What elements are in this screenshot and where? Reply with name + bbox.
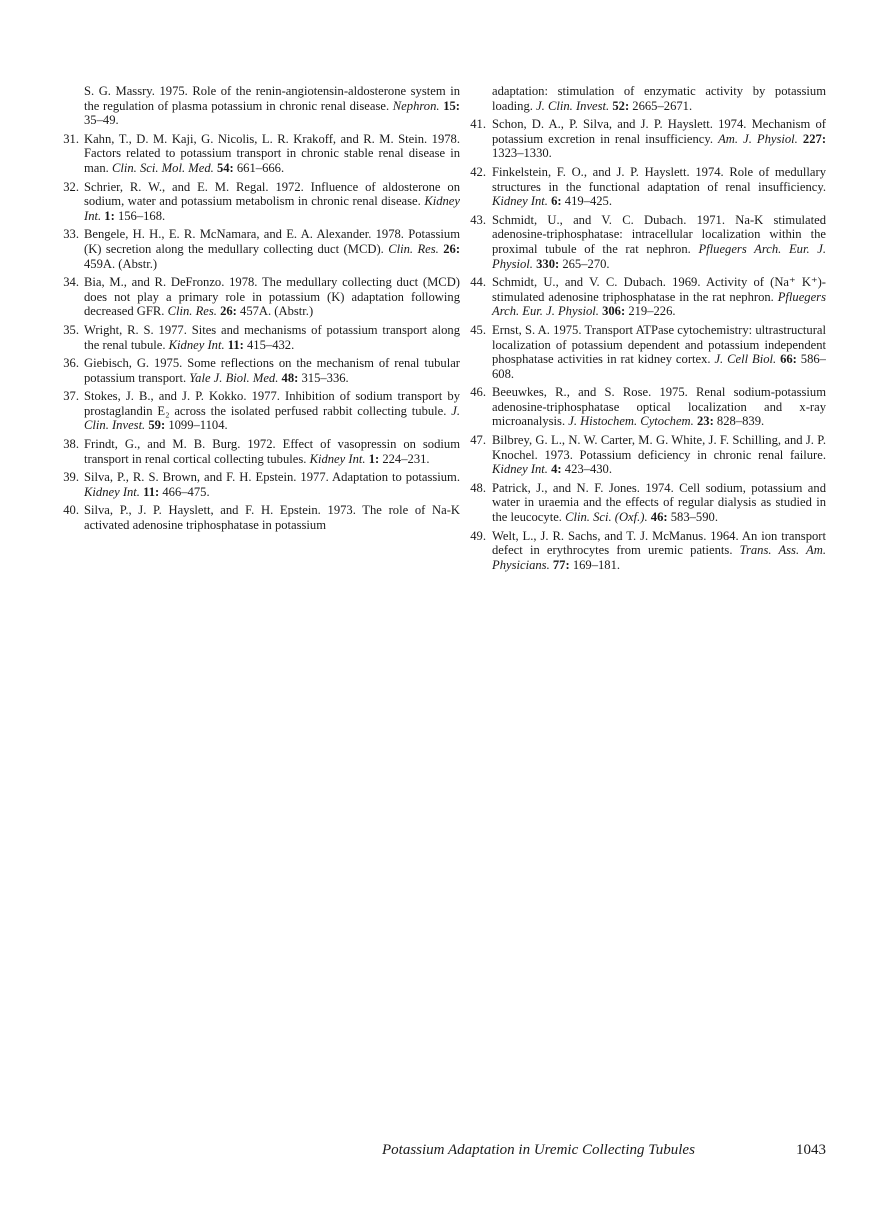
reference-number: 43. [470, 212, 486, 227]
reference-text: Beeuwkes, R., and S. Rose. 1975. Renal sodium-potassium adenosine-triphosphatase optical localization and x-ray microanalysis. [492, 385, 826, 429]
reference-text: 2665–2671. [629, 98, 693, 113]
reference-entry [472, 529, 826, 573]
journal-name: Clin. Res. [167, 304, 217, 319]
reference-text: Wright, R. S. 1977. Sites and mechanisms of potassium transport along the renal tubule. [84, 322, 460, 352]
journal-name: J. Clin. Invest. [536, 98, 610, 113]
reference-text: 661–666. [233, 160, 285, 175]
journal-name: J. Cell Biol. [714, 352, 777, 367]
journal-name: Clin. Res. [388, 241, 439, 256]
journal-name: Kidney Int. [84, 194, 460, 223]
reference-text: Welt, L., J. R. Sachs, and T. J. McManus. 1964. An ion transport defect in erythrocytes from uremic patients. [492, 528, 826, 558]
page-number: 1043 [796, 1142, 826, 1158]
reference-number: 33. [63, 227, 79, 242]
volume-number: 1: [368, 451, 380, 466]
journal-name: Kidney Int. [168, 337, 225, 352]
reference-text: 169–181. [569, 557, 621, 572]
volume-number: 11: [227, 337, 244, 352]
references-left-column [64, 84, 460, 537]
reference-text: 415–432. [243, 337, 295, 352]
reference-number: 37. [63, 389, 79, 404]
volume-number: 46: [650, 510, 668, 525]
reference-text: 466–475. [159, 484, 210, 499]
journal-name: Nephron. [392, 98, 440, 113]
reference-entry [472, 385, 826, 429]
volume-number: 52: [612, 98, 630, 113]
journal-name: Pfluegers Arch. Eur. J. Physiol. [492, 289, 826, 319]
reference-entry [472, 433, 826, 477]
reference-number: 31. [63, 131, 79, 146]
volume-number: 54: [216, 160, 234, 175]
reference-number: 36. [63, 356, 79, 371]
reference-text: Silva, P., R. S. Brown, and F. H. Epstein. 1977. Adaptation to potassium. [84, 470, 460, 485]
reference-text: Stokes, J. B., and J. P. Kokko. 1977. Inhibition of sodium transport by prostaglandin E₂ across the isolated perfused rabbit collecting tubule. [84, 389, 460, 418]
volume-number: 11: [143, 484, 160, 499]
reference-text: Silva, P., J. P. Hayslett, and F. H. Epstein. 1973. The role of Na-K activated adenosine triphosphatase in potassium [84, 503, 460, 533]
volume-number: 306: [602, 304, 626, 319]
reference-text: Bengele, H. H., E. R. McNamara, and E. A. Alexander. 1978. Potassium (K) secretion along the medullary collecting duct (MCD). [84, 227, 460, 256]
reference-entry [64, 227, 460, 271]
reference-text: Schrier, R. W., and E. M. Regal. 1972. Influence of aldosterone on sodium, water and potassium metabolism in chronic renal disease. [84, 179, 460, 209]
reference-text: Frindt, G., and M. B. Burg. 1972. Effect of vasopressin on sodium transport in renal cortical collecting tubules. [84, 437, 460, 466]
reference-number: 39. [63, 470, 79, 485]
volume-number: 66: [780, 352, 797, 367]
reference-number: 42. [470, 164, 486, 179]
reference-number: 48. [470, 480, 486, 495]
journal-name: Kidney Int. [492, 462, 548, 477]
volume-number: 227: [802, 131, 827, 146]
reference-text: 224–231. [379, 451, 430, 466]
reference-entry [472, 481, 826, 525]
reference-entry [472, 323, 826, 381]
journal-name: J. Histochem. Cytochem. [568, 414, 694, 429]
reference-number: 40. [63, 503, 79, 518]
journal-name: Clin. Sci. Mol. Med. [111, 160, 214, 175]
reference-text: 419–425. [561, 194, 612, 209]
reference-entry [64, 356, 460, 385]
reference-entry [472, 213, 826, 271]
reference-entry [472, 275, 826, 319]
reference-text: Ernst, S. A. 1975. Transport ATPase cytochemistry: ultrastructural localization of potassium dependent and potassium independent phosphatase activities in rat kidney cortex. [492, 322, 826, 367]
reference-text: Patrick, J., and N. F. Jones. 1974. Cell sodium, potassium and water in uraemia and the effects of regular dialysis as studied in the leucocyte. [492, 480, 826, 525]
volume-number: 59: [148, 418, 166, 433]
reference-number: 35. [63, 322, 79, 337]
reference-text: 457A. (Abstr.) [236, 304, 314, 319]
reference-text: 315–336. [298, 370, 349, 385]
reference-text: 156–168. [114, 208, 166, 223]
reference-text: 586–608. [492, 352, 826, 381]
reference-text: Schmidt, U., and V. C. Dubach. 1969. Activity of (Na⁺ K⁺)-stimulated adenosine triphosphatase in the rat nephron. [492, 275, 826, 304]
reference-text: 219–226. [625, 304, 676, 319]
volume-number: 15: [443, 98, 460, 113]
reference-number: 38. [63, 437, 79, 452]
reference-entry [64, 180, 460, 224]
reference-number: 41. [470, 117, 486, 132]
reference-text: 423–430. [561, 462, 612, 477]
journal-name: Kidney Int. [84, 484, 140, 499]
reference-entry [64, 132, 460, 176]
volume-number: 26: [220, 304, 237, 319]
reference-text: adaptation: stimulation of enzymatic activity by potassium loading. [492, 84, 826, 113]
reference-text: 828–839. [713, 414, 765, 429]
reference-entry [472, 165, 826, 209]
reference-number: 34. [63, 275, 79, 290]
volume-number: 330: [536, 256, 560, 271]
reference-text: Bilbrey, G. L., N. W. Carter, M. G. White, J. F. Schilling, and J. P. Knochel. 1973. Potassium deficiency in chronic renal failure. [492, 433, 826, 462]
reference-number: 49. [470, 528, 486, 543]
reference-text: 1099–1104. [165, 418, 228, 433]
journal-name: Am. J. Physiol. [718, 131, 798, 146]
reference-text: 265–270. [559, 256, 610, 271]
journal-name: Pfluegers Arch. Eur. J. Physiol. [492, 241, 826, 271]
journal-name: Yale J. Biol. Med. [189, 370, 279, 385]
reference-number: 47. [470, 433, 486, 448]
reference-entry [64, 470, 460, 499]
running-title: Potassium Adaptation in Uremic Collecting Tubules [382, 1142, 695, 1158]
reference-text: Giebisch, G. 1975. Some reflections on the mechanism of renal tubular potassium transport. [84, 356, 460, 385]
reference-entry [64, 503, 460, 532]
journal-name: Trans. Ass. Am. Physicians. [492, 543, 826, 572]
reference-entry [64, 437, 460, 466]
volume-number: 48: [281, 370, 299, 385]
volume-number: 4: [551, 462, 562, 477]
reference-entry [64, 323, 460, 352]
volume-number: 1: [104, 208, 115, 223]
reference-text: S. G. Massry. 1975. Role of the renin-angiotensin-aldosterone system in the regulation of plasma potassium in chronic renal disease. [84, 84, 460, 113]
volume-number: 77: [552, 557, 570, 572]
volume-number: 6: [551, 194, 562, 209]
journal-name: J. Clin. Invest. [84, 403, 460, 433]
reference-text: Bia, M., and R. DeFronzo. 1978. The medullary collecting duct (MCD) does not play a primary role in potassium (K) adaptation following decreased GFR. [84, 275, 460, 319]
reference-entry [64, 275, 460, 319]
reference-text: Kahn, T., D. M. Kaji, G. Nicolis, L. R. Krakoff, and R. M. Stein. 1978. Factors related to potassium transport in chronic stable renal disease in man. [84, 131, 460, 175]
reference-number: 32. [63, 179, 79, 194]
journal-name: Kidney Int. [492, 194, 548, 209]
volume-number: 26: [443, 241, 461, 256]
reference-entry [64, 84, 460, 128]
reference-text: 35–49. [84, 113, 119, 128]
reference-text: 583–590. [667, 510, 718, 525]
reference-text: 1323–1330. [492, 146, 552, 161]
volume-number: 23: [696, 414, 714, 429]
reference-number: 46. [470, 385, 486, 400]
reference-text: Schon, D. A., P. Silva, and J. P. Hayslett. 1974. Mechanism of potassium excretion in renal insufficiency. [492, 117, 826, 146]
reference-number: 44. [470, 275, 486, 290]
reference-text: 459A. (Abstr.) [84, 256, 158, 271]
reference-text: Schmidt, U., and V. C. Dubach. 1971. Na-K stimulated adenosine-triphosphatase: intracellular localization within the proximal tubule of the rat nephron. [492, 212, 826, 256]
reference-entry [472, 117, 826, 161]
journal-name: Clin. Sci. (Oxf.). [565, 510, 648, 525]
reference-entry [64, 389, 460, 433]
reference-text: Finkelstein, F. O., and J. P. Hayslett. 1974. Role of medullary structures in the functional adaptation of renal insufficiency. [492, 164, 826, 194]
journal-name: Kidney Int. [309, 451, 366, 466]
reference-number: 45. [470, 322, 486, 337]
reference-entry [472, 84, 826, 113]
references-right-column [472, 84, 826, 576]
